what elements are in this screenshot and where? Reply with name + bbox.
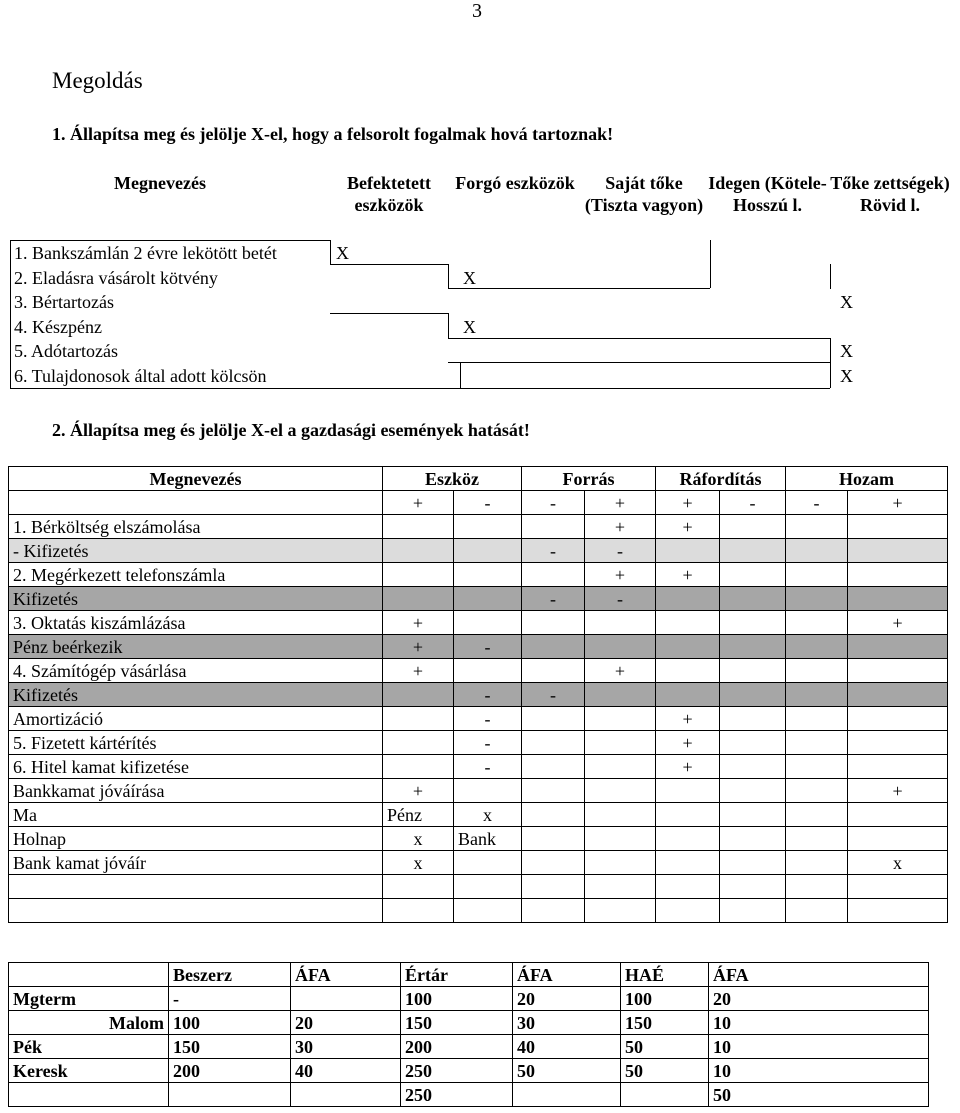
table2-sign: - <box>522 491 585 515</box>
table2-cell <box>786 875 848 899</box>
table2-cell <box>786 563 848 587</box>
table2-row <box>9 539 948 563</box>
table2-row <box>9 611 948 635</box>
table2-row <box>9 851 948 875</box>
table2-row <box>9 803 948 827</box>
table2-cell: Pénz <box>383 803 454 827</box>
table3-header-5: HAÉ <box>621 963 709 987</box>
table3-row <box>9 987 929 1011</box>
table3-cell: 150 <box>621 1011 709 1035</box>
table2-cell <box>848 707 948 731</box>
table2-cell: - <box>454 707 522 731</box>
table2-cell <box>786 659 848 683</box>
table2-cell: - <box>454 635 522 659</box>
table2-row-label: 2. Megérkezett telefonszámla <box>9 563 383 587</box>
table2-header-row <box>9 467 948 491</box>
table2-cell <box>720 683 786 707</box>
table2-cell <box>848 731 948 755</box>
table2-cell <box>585 827 656 851</box>
table2-cell <box>522 779 585 803</box>
table2-cell <box>656 683 720 707</box>
table2-cell <box>585 731 656 755</box>
table2-cell <box>585 899 656 923</box>
table2-cell <box>786 587 848 611</box>
table2-cell <box>720 875 786 899</box>
table2-cell: + <box>848 779 948 803</box>
table2-cell: x <box>383 827 454 851</box>
table2-sign: + <box>585 491 656 515</box>
table2-cell: + <box>656 563 720 587</box>
table2-cell: + <box>656 755 720 779</box>
table2-sign-blank <box>9 491 383 515</box>
table2-cell <box>656 539 720 563</box>
table2-header-2: Forrás <box>522 467 656 491</box>
table1-row-label: 2. Eladásra vásárolt kötvény <box>14 267 218 288</box>
table2-row <box>9 659 948 683</box>
table1-rule <box>830 338 831 388</box>
table2-row <box>9 515 948 539</box>
table2-cell <box>786 827 848 851</box>
table3-header-2: ÁFA <box>291 963 401 987</box>
table1-rule <box>330 240 331 265</box>
table1-header-5: Tőke zettségek) Rövid l. <box>830 173 950 215</box>
table2-cell <box>656 875 720 899</box>
table1-row-label: 4. Készpénz <box>14 316 102 337</box>
table2-row-label: Kifizetés <box>9 683 383 707</box>
table2-cell <box>522 635 585 659</box>
table3-header-6: ÁFA <box>709 963 929 987</box>
table2-cell <box>848 827 948 851</box>
table2-cell <box>454 563 522 587</box>
table2-cell <box>383 731 454 755</box>
table2-cell <box>848 539 948 563</box>
table2-row-label: Ma <box>9 803 383 827</box>
vat-table <box>8 962 929 1107</box>
table2-cell: + <box>656 731 720 755</box>
table2-cell <box>720 851 786 875</box>
table2-cell <box>522 563 585 587</box>
table1-rule <box>448 362 830 363</box>
table3-header-3: Értár <box>401 963 513 987</box>
table2-cell <box>656 779 720 803</box>
table2-cell <box>383 875 454 899</box>
table2-row-label: - Kifizetés <box>9 539 383 563</box>
table2-cell <box>383 755 454 779</box>
table2-cell: + <box>383 635 454 659</box>
table2-cell <box>786 707 848 731</box>
table2-cell <box>454 539 522 563</box>
table2-row-label: 1. Bérköltség elszámolása <box>9 515 383 539</box>
table3-cell: 30 <box>291 1035 401 1059</box>
table2-cell <box>848 683 948 707</box>
table2-cell <box>848 755 948 779</box>
table2-sign: + <box>656 491 720 515</box>
table3-header-0 <box>9 963 169 987</box>
table1-rule <box>448 313 449 339</box>
table3-cell: 200 <box>401 1035 513 1059</box>
table2-cell: + <box>383 611 454 635</box>
table2-cell <box>720 755 786 779</box>
table2-row <box>9 587 948 611</box>
table1-rule <box>460 362 461 388</box>
table2-header-0: Megnevezés <box>9 467 383 491</box>
table2-cell <box>656 827 720 851</box>
table2-cell <box>720 779 786 803</box>
table2-cell <box>522 515 585 539</box>
table3-row-label: Mgterm <box>9 987 169 1011</box>
table2-cell <box>656 659 720 683</box>
table1-header-4: Idegen (Kötele- Hosszú l. <box>708 173 827 215</box>
table2-cell <box>786 635 848 659</box>
table2-cell <box>656 611 720 635</box>
table2-cell <box>848 899 948 923</box>
table1-header-2: Forgó eszközök <box>455 173 575 193</box>
table2-cell: x <box>454 803 522 827</box>
table2-cell: - <box>585 587 656 611</box>
table2-cell <box>383 707 454 731</box>
table2-row <box>9 827 948 851</box>
table2-row <box>9 683 948 707</box>
table1-header-3: Saját tőke (Tiszta vagyon) <box>584 173 704 215</box>
table2-row-label: Kifizetés <box>9 587 383 611</box>
table2-cell <box>720 899 786 923</box>
table1-mark: X <box>840 366 853 386</box>
table1-rule <box>448 264 449 289</box>
table2-cell: x <box>383 851 454 875</box>
table2-row <box>9 635 948 659</box>
page-title: Megoldás <box>52 68 143 93</box>
table2-cell <box>383 899 454 923</box>
table3-cell: 50 <box>621 1035 709 1059</box>
table2-sign: - <box>454 491 522 515</box>
table2-cell <box>383 539 454 563</box>
table2-cell <box>786 515 848 539</box>
table2-row-label: Amortizáció <box>9 707 383 731</box>
table1-rule <box>330 264 448 265</box>
table3-header-4: ÁFA <box>513 963 621 987</box>
table3-cell <box>291 1083 401 1107</box>
table2-cell <box>720 827 786 851</box>
table2-cell <box>656 803 720 827</box>
table2-cell <box>786 539 848 563</box>
table2-cell <box>720 707 786 731</box>
table2-cell <box>720 803 786 827</box>
table2-cell <box>720 587 786 611</box>
table2-cell <box>720 659 786 683</box>
table2-cell <box>585 803 656 827</box>
table2-cell <box>522 875 585 899</box>
table2-cell <box>454 875 522 899</box>
table2-cell: + <box>585 515 656 539</box>
table1-rule <box>448 288 710 289</box>
table2-cell <box>454 587 522 611</box>
table2-cell: + <box>656 707 720 731</box>
table2-sign: - <box>786 491 848 515</box>
table2-cell: + <box>383 779 454 803</box>
table2-row <box>9 875 948 899</box>
table2-row <box>9 755 948 779</box>
table1-row-label: 5. Adótartozás <box>14 341 118 362</box>
table2-cell <box>786 611 848 635</box>
table1-rule <box>10 388 830 389</box>
table1-rule <box>10 240 11 388</box>
table2-row-label: Holnap <box>9 827 383 851</box>
table2-header-3: Ráfordítás <box>656 467 786 491</box>
page-number: 3 <box>472 0 482 22</box>
table2-cell <box>522 755 585 779</box>
event-effect-table <box>8 466 948 923</box>
table2-cell <box>454 851 522 875</box>
table2-cell <box>383 587 454 611</box>
table2-cell <box>848 563 948 587</box>
table2-cell <box>848 875 948 899</box>
table2-cell: + <box>656 515 720 539</box>
table2-cell: - <box>454 683 522 707</box>
table2-header-4: Hozam <box>786 467 948 491</box>
table2-cell <box>720 563 786 587</box>
table1-rule <box>330 313 448 314</box>
table3-cell: 20 <box>513 987 621 1011</box>
table3-cell: 150 <box>169 1035 291 1059</box>
table2-row-label: 4. Számítógép vásárlása <box>9 659 383 683</box>
table2-cell <box>454 899 522 923</box>
table2-row <box>9 707 948 731</box>
table2-row <box>9 779 948 803</box>
table2-cell <box>786 779 848 803</box>
table3-row <box>9 1011 929 1035</box>
table1-row-label: 6. Tulajdonosok által adott kölcsön <box>14 366 267 386</box>
table3-cell: 10 <box>709 1011 929 1035</box>
table2-cell <box>585 635 656 659</box>
table2-cell: Bank <box>454 827 522 851</box>
table2-cell <box>848 587 948 611</box>
table3-cell: 100 <box>621 987 709 1011</box>
table3-cell: 40 <box>291 1059 401 1083</box>
table3-row-label <box>9 1083 169 1107</box>
table2-cell <box>848 803 948 827</box>
table2-cell <box>522 659 585 683</box>
table3-cell: 50 <box>709 1083 929 1107</box>
table1-rule <box>10 240 330 241</box>
table2-cell <box>522 611 585 635</box>
table2-cell <box>786 683 848 707</box>
table3-cell: - <box>169 987 291 1011</box>
table2-cell <box>454 611 522 635</box>
table2-cell <box>585 707 656 731</box>
table1-header-1: Befektetett eszközök <box>347 173 431 215</box>
table3-cell <box>169 1083 291 1107</box>
table3-cell: 50 <box>513 1059 621 1083</box>
table1-rule <box>448 338 830 339</box>
table2-cell: - <box>522 539 585 563</box>
table2-cell <box>585 755 656 779</box>
table3-cell: 200 <box>169 1059 291 1083</box>
table2-row-label: Bank kamat jóváír <box>9 851 383 875</box>
table2-cell <box>720 635 786 659</box>
table2-row-label <box>9 899 383 923</box>
table1-rule <box>830 264 831 289</box>
table2-cell: + <box>585 659 656 683</box>
table1-mark: X <box>463 316 476 337</box>
table2-row <box>9 899 948 923</box>
table2-row-label: Bankkamat jóváírása <box>9 779 383 803</box>
table2-cell <box>786 803 848 827</box>
table1-mark: X <box>840 292 853 313</box>
table2-cell <box>522 899 585 923</box>
table2-row-label: 5. Fizetett kártérítés <box>9 731 383 755</box>
table3-row-label: Pék <box>9 1035 169 1059</box>
table2-row-label <box>9 875 383 899</box>
table2-cell <box>656 587 720 611</box>
table1-header-0: Megnevezés <box>114 173 206 193</box>
table3-cell: 250 <box>401 1083 513 1107</box>
table3-row-label: Malom <box>9 1011 169 1035</box>
table2-cell <box>383 515 454 539</box>
table2-cell <box>522 803 585 827</box>
table2-cell <box>522 707 585 731</box>
table3-header-1: Beszerz <box>169 963 291 987</box>
table3-cell: 10 <box>709 1035 929 1059</box>
table1-mark: X <box>463 267 476 288</box>
table1-mark: X <box>336 243 349 263</box>
table2-cell: - <box>454 755 522 779</box>
table3-header-row <box>9 963 929 987</box>
table2-cell: - <box>522 587 585 611</box>
table1-row-label: 1. Bankszámlán 2 évre lekötött betét <box>14 243 277 263</box>
table2-cell <box>656 899 720 923</box>
table3-cell: 100 <box>169 1011 291 1035</box>
table2-cell <box>786 731 848 755</box>
table2-cell <box>786 851 848 875</box>
table2-sign-row <box>9 491 948 515</box>
table2-cell <box>585 611 656 635</box>
table3-cell: 30 <box>513 1011 621 1035</box>
table3-row <box>9 1035 929 1059</box>
table3-cell: 100 <box>401 987 513 1011</box>
table2-cell: - <box>522 683 585 707</box>
table2-cell: + <box>848 611 948 635</box>
table2-cell <box>656 851 720 875</box>
table2-cell <box>454 779 522 803</box>
table2-row-label: 3. Oktatás kiszámlázása <box>9 611 383 635</box>
table3-cell: 150 <box>401 1011 513 1035</box>
table2-cell <box>585 875 656 899</box>
table3-row <box>9 1083 929 1107</box>
table3-cell: 250 <box>401 1059 513 1083</box>
table2-row <box>9 731 948 755</box>
table2-cell <box>383 563 454 587</box>
table2-cell <box>720 515 786 539</box>
table2-cell <box>454 659 522 683</box>
table3-cell: 20 <box>709 987 929 1011</box>
table3-cell: 20 <box>291 1011 401 1035</box>
table2-cell <box>848 635 948 659</box>
table3-cell: 40 <box>513 1035 621 1059</box>
table2-cell <box>720 539 786 563</box>
table3-row <box>9 1059 929 1083</box>
table2-row <box>9 563 948 587</box>
question-2: 2. Állapítsa meg és jelölje X-el a gazdasági események hatását! <box>52 420 530 440</box>
table1-mark: X <box>840 341 853 362</box>
table2-cell <box>522 731 585 755</box>
table3-cell <box>291 987 401 1011</box>
table2-cell <box>522 851 585 875</box>
table2-row-label: Pénz beérkezik <box>9 635 383 659</box>
table2-header-1: Eszköz <box>383 467 522 491</box>
table2-cell <box>786 899 848 923</box>
table2-cell <box>383 683 454 707</box>
table2-cell: x <box>848 851 948 875</box>
table2-cell <box>522 827 585 851</box>
table2-sign: + <box>383 491 454 515</box>
table2-cell: + <box>585 563 656 587</box>
table2-cell <box>720 731 786 755</box>
table2-sign: - <box>720 491 786 515</box>
table2-cell <box>848 659 948 683</box>
table2-cell <box>656 635 720 659</box>
table1-row-label: 3. Bértartozás <box>14 292 114 313</box>
table2-cell <box>786 755 848 779</box>
table2-cell <box>585 683 656 707</box>
table2-cell <box>585 779 656 803</box>
table2-cell: - <box>454 731 522 755</box>
table2-cell <box>720 611 786 635</box>
table2-cell <box>585 851 656 875</box>
table3-cell <box>513 1083 621 1107</box>
table3-cell <box>621 1083 709 1107</box>
table2-sign: + <box>848 491 948 515</box>
table2-cell: - <box>585 539 656 563</box>
table1-rule <box>710 240 711 288</box>
table2-cell <box>848 515 948 539</box>
table2-row-label: 6. Hitel kamat kifizetése <box>9 755 383 779</box>
table2-cell: + <box>383 659 454 683</box>
table2-cell <box>454 515 522 539</box>
table3-cell: 50 <box>621 1059 709 1083</box>
table3-row-label: Keresk <box>9 1059 169 1083</box>
table3-cell: 10 <box>709 1059 929 1083</box>
question-1: 1. Állapítsa meg és jelölje X-el, hogy a felsorolt fogalmak hová tartoznak! <box>52 124 614 144</box>
